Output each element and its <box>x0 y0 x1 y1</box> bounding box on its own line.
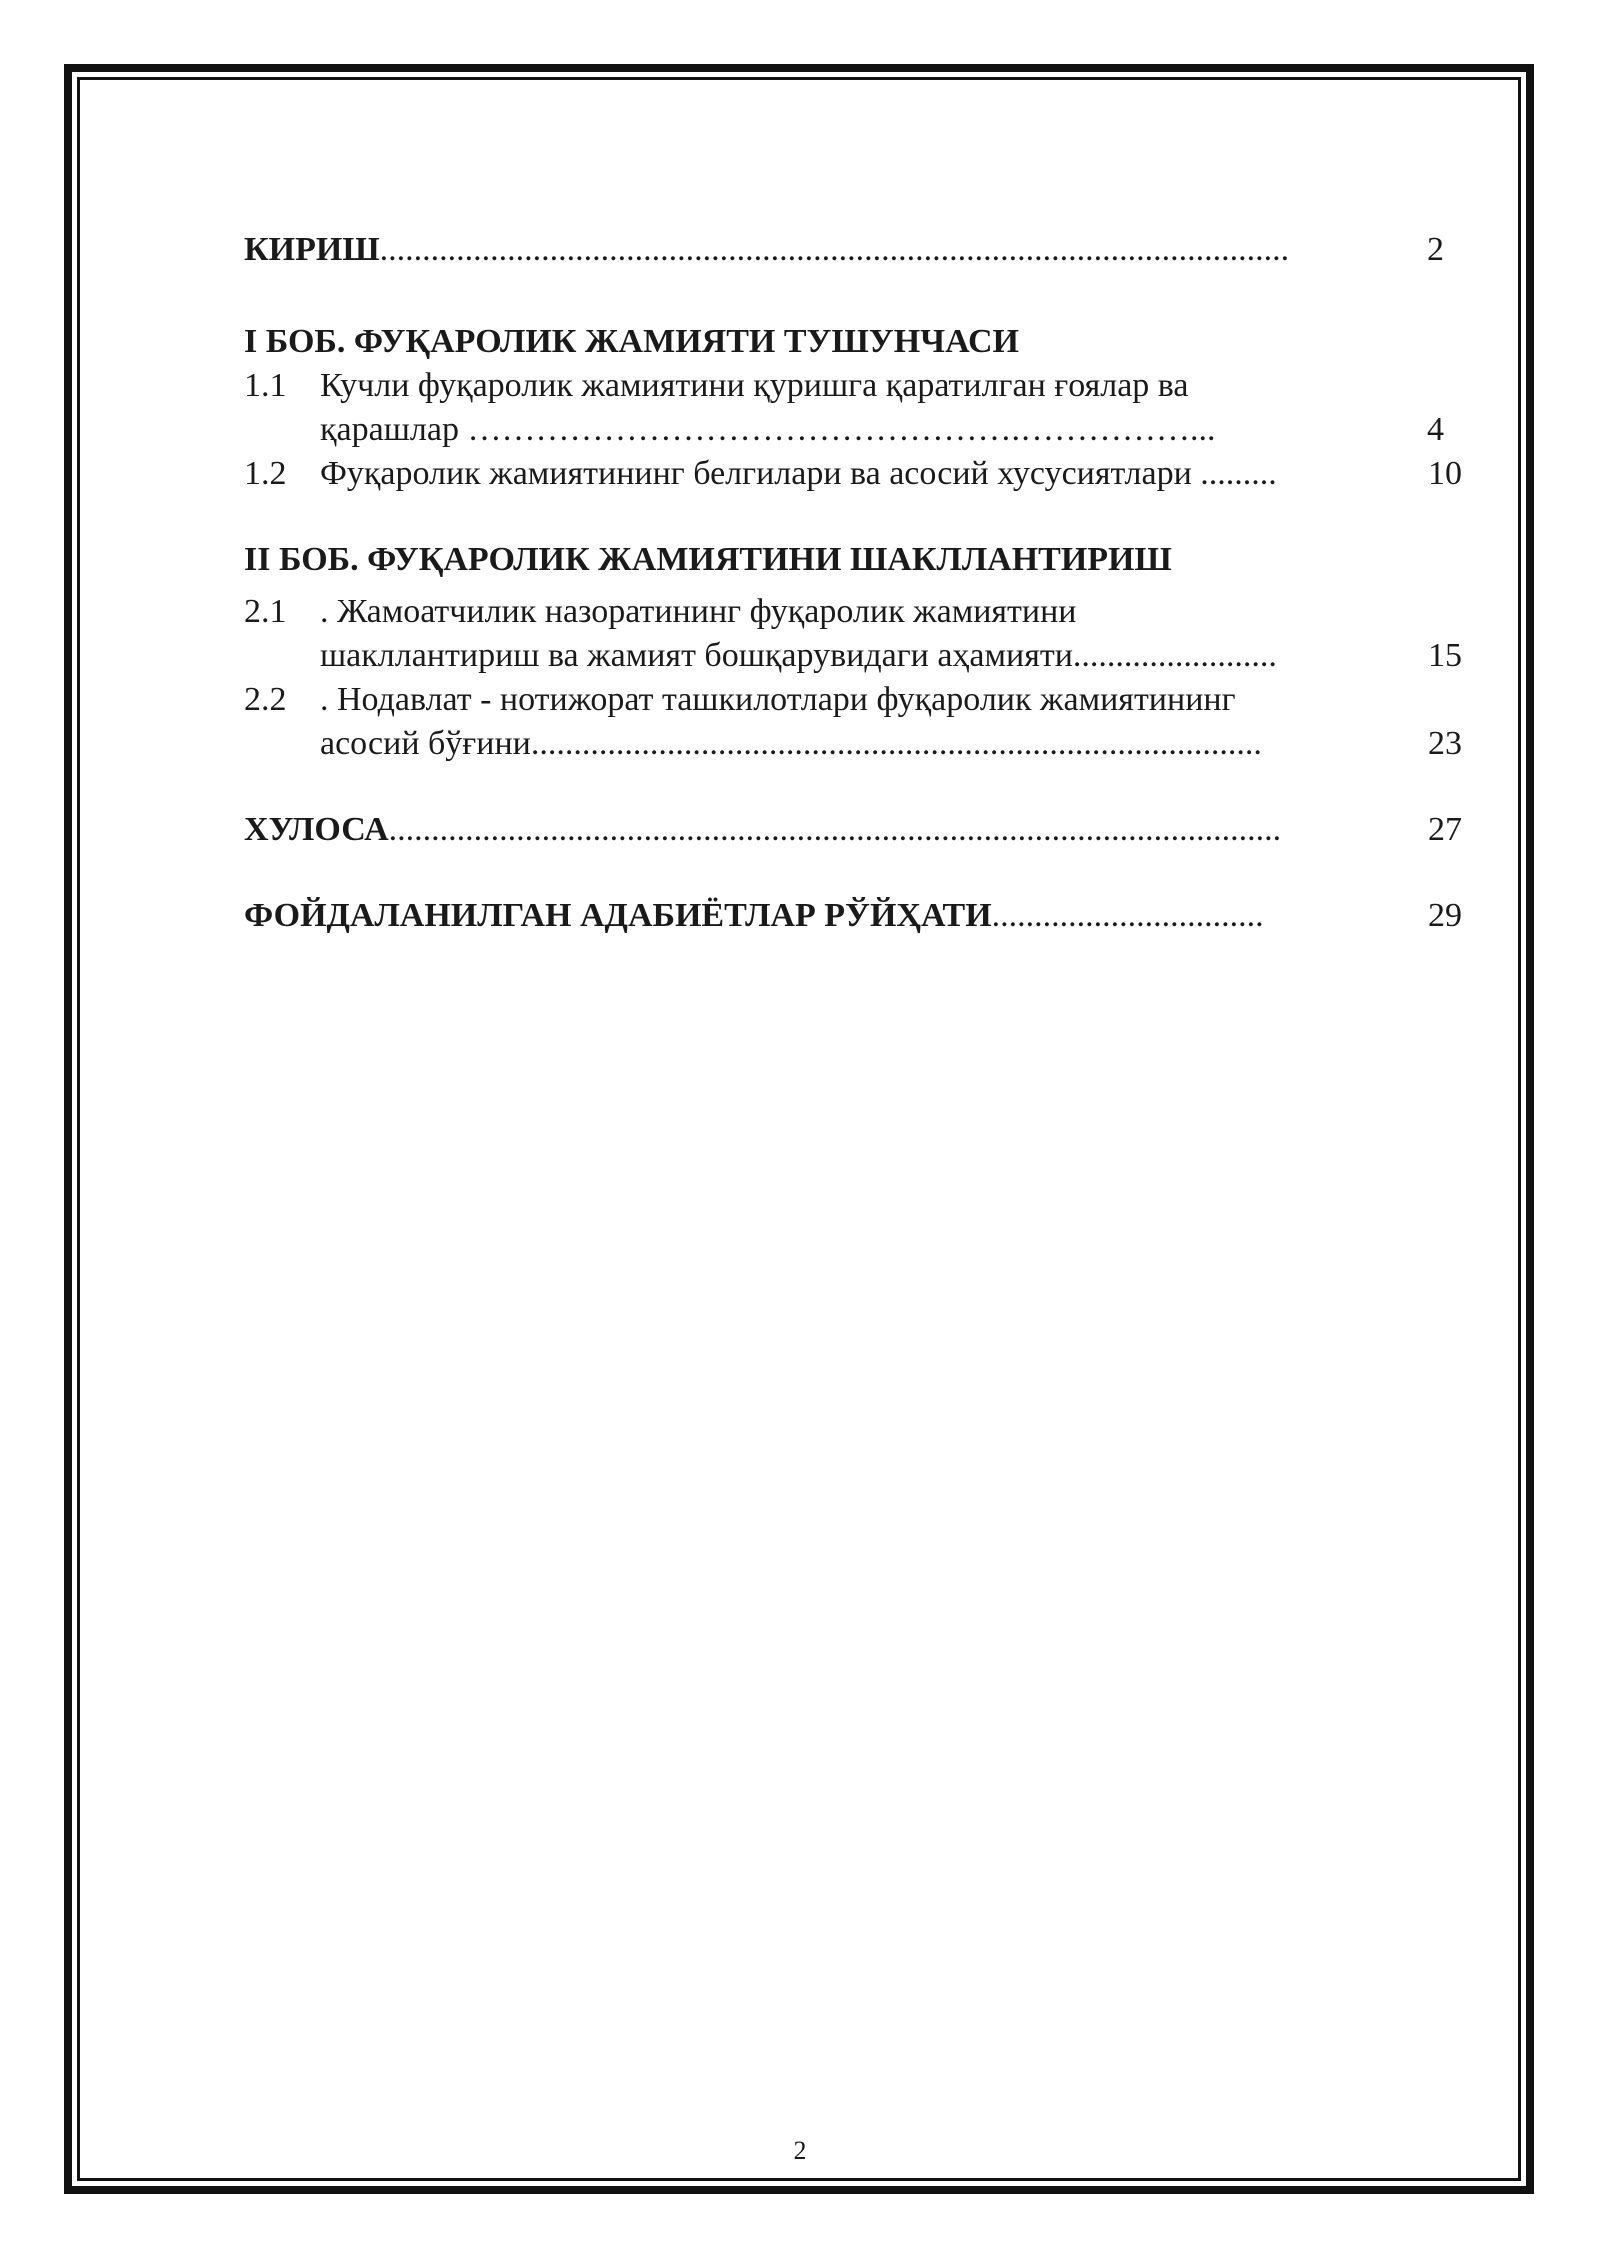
toc-section-2-1-line2[interactable]: шакллантириш ва жамият бошқарувидаги аҳамияти........................ <box>320 637 1277 674</box>
toc-entry-references[interactable] <box>244 896 1264 936</box>
toc-section-1-1-line1[interactable]: Кучли фуқаролик жамиятини қуришга қаратилган ғоялар ва <box>320 367 1189 404</box>
toc-section-1-2-page: 10 <box>1428 455 1462 492</box>
toc-section-2-1-number: 2.1 <box>244 593 287 630</box>
toc-section-2-2-line1[interactable]: . Нодавлат - нотижорат ташкилотлари фуқаролик жамиятининг <box>320 681 1236 718</box>
toc-section-1-2-line1[interactable]: Фуқаролик жамиятининг белгилари ва асосий хусусиятлари ......... <box>320 455 1277 492</box>
toc-section-1-1-page: 4 <box>1427 411 1444 448</box>
toc-section-1-2-number: 1.2 <box>244 455 287 492</box>
toc-references-page: 29 <box>1428 897 1462 934</box>
footer-page-number: 2 <box>793 2136 807 2165</box>
toc-section-1-1-number: 1.1 <box>244 367 287 404</box>
toc-section-1-1-line2[interactable]: қарашлар ………………………………………….……………... <box>320 411 1216 448</box>
toc-section-2-1-page: 15 <box>1428 637 1462 674</box>
toc-section-2-2-page: 23 <box>1428 725 1462 762</box>
toc-references-title: ФОЙДАЛАНИЛГАН АДАБИЁТЛАР РЎЙҲАТИ <box>244 897 992 934</box>
toc-chapter-1-title[interactable]: I БОБ. ФУҚАРОЛИК ЖАМИЯТИ ТУШУНЧАСИ <box>244 323 1019 360</box>
toc-conclusion-title: ХУЛОСА <box>244 811 389 848</box>
toc-references-dots: ................................ <box>991 897 1264 934</box>
toc-entry-intro[interactable] <box>244 230 1289 270</box>
toc-chapter-2-title[interactable]: II БОБ. ФУҚАРОЛИК ЖАМИЯТИНИ ШАКЛЛАНТИРИШ <box>244 541 1172 578</box>
toc-conclusion-page: 27 <box>1428 811 1462 848</box>
toc-intro-dots: ........................................................................................................... <box>379 231 1290 268</box>
toc-section-2-1-line1[interactable]: . Жамоатчилик назоратининг фуқаролик жамиятини <box>320 593 1077 630</box>
toc-section-2-2-number: 2.2 <box>244 681 287 718</box>
toc-intro-page: 2 <box>1427 231 1444 268</box>
toc-entry-conclusion[interactable] <box>244 810 1281 850</box>
toc-conclusion-dots: ......................................................................................................... <box>388 811 1282 848</box>
toc-section-2-2-line2[interactable]: асосий бўғини...................................................................................... <box>320 725 1262 762</box>
toc-intro-title: КИРИШ <box>244 231 380 268</box>
